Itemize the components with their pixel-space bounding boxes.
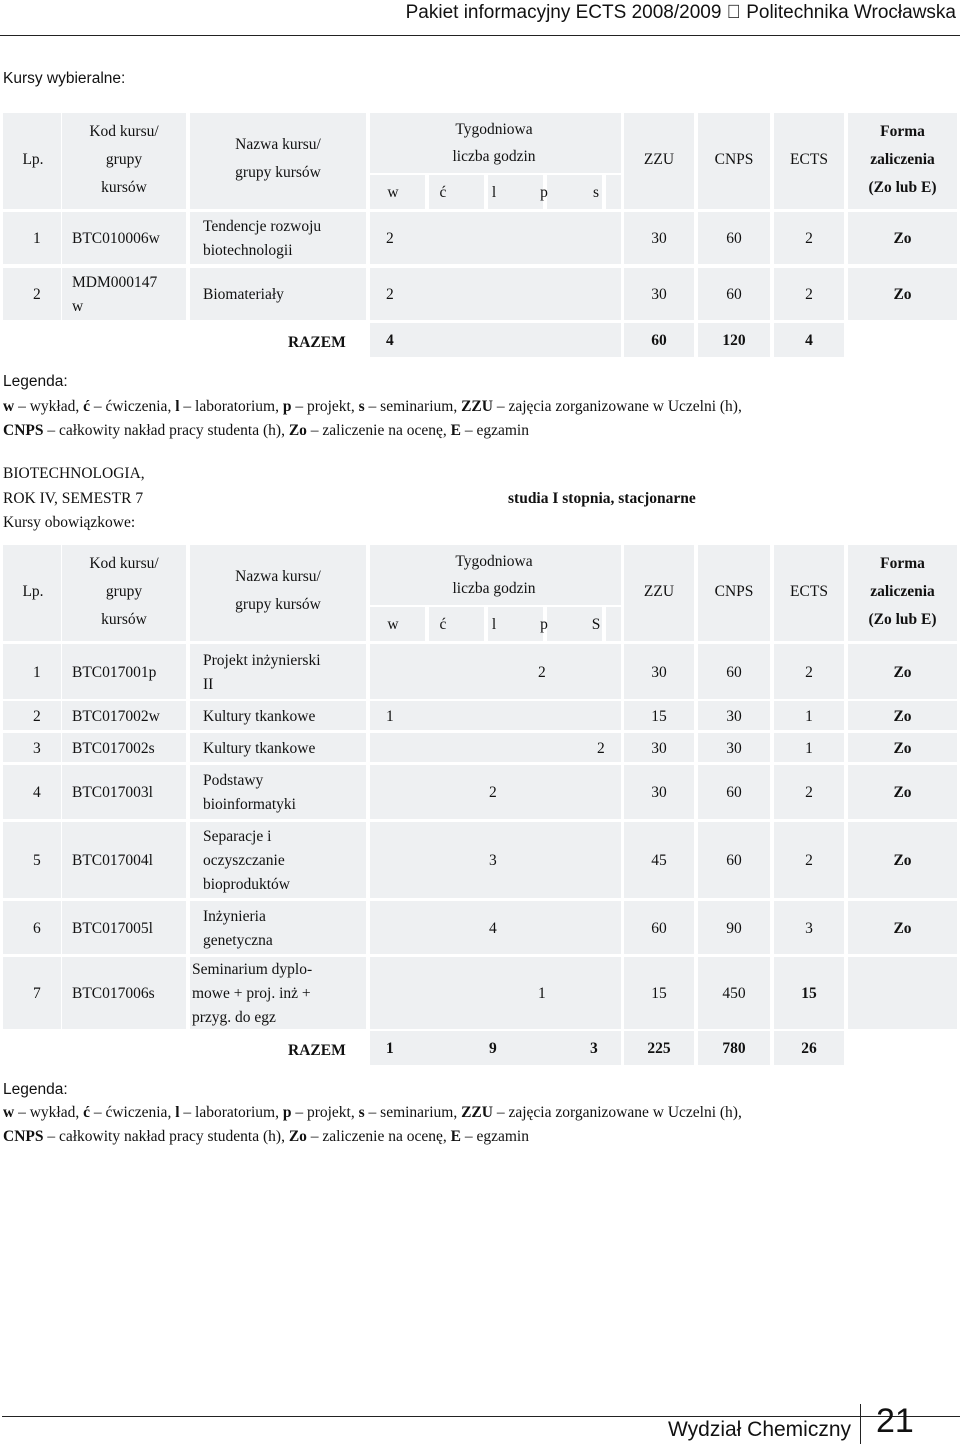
header-code: grupy (105, 151, 143, 168)
cell-hours (370, 957, 621, 1029)
total-cell-hours (370, 323, 621, 357)
row-name: Kultury tkankowe (203, 707, 316, 725)
header-code: kursów (101, 611, 147, 628)
legend-text: – seminarium, (364, 398, 462, 415)
total-label: RAZEM (288, 1042, 346, 1059)
row-code: MDM000147 (72, 274, 158, 291)
legend-key: l (175, 398, 180, 415)
header-hours-0: w (387, 184, 399, 201)
row-code: BTC017004l (72, 852, 153, 869)
row-form: Zo (893, 230, 912, 247)
row-hours-w: 2 (386, 230, 394, 247)
legend-text: – laboratorium, (179, 398, 283, 415)
legend-text: – egzamin (460, 422, 529, 439)
legend-key: ZZU (461, 398, 493, 415)
row-lp: 2 (33, 286, 41, 303)
row-hours-p: 1 (538, 985, 546, 1002)
total-cnps: 120 (722, 332, 746, 349)
header-name: Nazwa kursu/ (235, 136, 321, 153)
row-zzu: 30 (651, 663, 667, 681)
header-name: Nazwa kursu/ (235, 568, 321, 585)
legend-text: – całkowity nakład pracy studenta (h), (43, 1128, 289, 1145)
row-form: Zo (893, 739, 912, 757)
row-code: BTC017006s (72, 985, 155, 1002)
row-name: II (203, 675, 214, 693)
header-cell-hours-sub (606, 607, 621, 641)
row-name: bioinformatyki (203, 796, 296, 813)
header-code: Kod kursu/ (89, 123, 159, 140)
row-cnps: 60 (726, 784, 742, 801)
legend-key: ć (83, 398, 90, 415)
header-code: Kod kursu/ (89, 555, 159, 572)
header-name: grupy kursów (235, 596, 321, 613)
row-code: BTC017002w (72, 707, 160, 725)
header-weekly-hours: Tygodniowa (455, 121, 533, 138)
total-l: 9 (489, 1040, 497, 1057)
page-header-title: Pakiet informacyjny ECTS 2008/2009 Politechnika Wrocławska (425, 2, 956, 23)
header-hours-4: S (591, 616, 601, 633)
header-code: grupy (105, 583, 143, 600)
row-ects: 2 (805, 852, 813, 869)
header-cnps: CNPS (714, 151, 754, 168)
row-ects: 1 (805, 739, 813, 757)
header-hours-2: l (491, 616, 497, 633)
legend-key: s (358, 398, 365, 415)
legend-key: CNPS (3, 1128, 44, 1145)
legend-key: ć (83, 1104, 90, 1121)
row-name: Seminarium dyplo- (192, 961, 313, 978)
row-name: Projekt inżynierski (203, 651, 321, 669)
row-cnps: 30 (726, 739, 742, 757)
header-form: zaliczenia (870, 583, 935, 600)
row-zzu: 45 (651, 852, 667, 869)
row-name: mowe + proj. inż + (192, 985, 311, 1002)
header-hours-2: l (491, 184, 497, 201)
header-name: grupy kursów (235, 164, 321, 181)
row-zzu: 30 (651, 286, 667, 303)
row-cnps: 60 (726, 230, 742, 247)
row-cnps: 90 (726, 919, 742, 937)
row-hours-l: 4 (489, 919, 497, 937)
row-lp: 5 (33, 852, 41, 869)
row-name: genetyczna (203, 931, 273, 949)
row-hours-l: 3 (489, 852, 497, 869)
row-lp: 3 (33, 739, 41, 757)
header-form: Forma (880, 123, 925, 140)
total-w: 1 (386, 1040, 394, 1057)
row-form: Zo (893, 707, 912, 725)
legend-key: p (282, 1104, 292, 1121)
row-name: Inżynieria (203, 907, 266, 925)
row-code: BTC010006w (72, 230, 160, 247)
total-w: 4 (386, 332, 394, 349)
section-title-elective: Kursy wybieralne: (3, 70, 126, 87)
legend-key: l (175, 1104, 180, 1121)
row-name: oczyszczanie (203, 852, 285, 869)
total-zzu: 225 (647, 1040, 671, 1057)
cell-lp (3, 901, 61, 954)
row-ects: 3 (805, 919, 813, 937)
total-cnps: 780 (722, 1040, 746, 1057)
row-form: Zo (893, 784, 912, 801)
row-name: przyg. do egz (192, 1009, 276, 1026)
row-zzu: 30 (651, 230, 667, 247)
row-lp: 4 (33, 784, 41, 801)
legend-text: – seminarium, (364, 1104, 462, 1121)
cell-form (848, 957, 957, 1029)
row-name: Separacje i (203, 828, 272, 845)
section-title-mandatory: Kursy obowiązkowe: (3, 514, 136, 531)
row-ects: 2 (805, 230, 813, 247)
legend-text: – zajęcia zorganizowane w Uczelni (h), (492, 1104, 742, 1121)
header-zzu: ZZU (643, 583, 675, 600)
footer-divider (2, 1416, 960, 1417)
row-name: biotechnologii (203, 242, 293, 259)
row-zzu: 30 (651, 784, 667, 801)
cell-hours (370, 701, 621, 730)
header-hours-3: p (540, 616, 548, 633)
legend-line-1 (3, 1104, 742, 1122)
legend-key: w (3, 1104, 15, 1121)
legend-text: – projekt, (291, 1104, 359, 1121)
header-weekly-hours: liczba godzin (452, 580, 536, 597)
header-cell-hours-sub (606, 175, 621, 209)
row-code: BTC017001p (72, 663, 157, 681)
row-name: Kultury tkankowe (203, 739, 316, 757)
row-cnps: 60 (726, 286, 742, 303)
legend-text: – egzamin (460, 1128, 529, 1145)
row-hours-l: 2 (489, 784, 497, 801)
row-name: Podstawy (203, 772, 264, 789)
header-cell-hours-sub (429, 175, 484, 209)
legend-key: Zo (288, 1128, 307, 1145)
legend-line-2 (3, 422, 529, 440)
program-name: BIOTECHNOLOGIA, (3, 465, 145, 482)
cell-lp (3, 268, 61, 320)
footer-faculty: Wydział Chemiczny (668, 1418, 852, 1441)
cell-hours (370, 733, 621, 762)
header-divider (0, 35, 960, 36)
cell-lp (3, 701, 61, 730)
header-hours-3: p (540, 184, 548, 201)
legend-text: – wykład, (14, 398, 84, 415)
row-ects: 1 (805, 707, 813, 725)
legend-key: E (450, 422, 461, 439)
legend-key: ZZU (461, 1104, 493, 1121)
header-zzu: ZZU (643, 151, 675, 168)
row-ects: 2 (805, 784, 813, 801)
cell-lp (3, 644, 61, 699)
legend-title: Legenda: (3, 373, 68, 390)
row-code: BTC017003l (72, 784, 153, 801)
header-code: kursów (101, 179, 147, 196)
legend-key: Zo (288, 422, 307, 439)
row-name: Tendencje rozwoju (203, 218, 322, 235)
row-name: bioproduktów (203, 876, 290, 893)
row-form: Zo (893, 919, 912, 937)
legend-text: – całkowity nakład pracy studenta (h), (43, 422, 289, 439)
row-lp: 1 (33, 663, 41, 681)
row-lp: 6 (33, 919, 41, 937)
legend-text: – projekt, (291, 398, 359, 415)
cell-lp (3, 765, 61, 819)
row-form: Zo (893, 852, 912, 869)
legend-text: – ćwiczenia, (89, 398, 176, 415)
header-cell-hours-sub (488, 175, 543, 209)
row-hours-w: 1 (386, 707, 394, 725)
row-zzu: 15 (651, 707, 667, 725)
row-cnps: 60 (726, 663, 742, 681)
legend-key: w (3, 398, 15, 415)
row-cnps: 450 (722, 985, 746, 1002)
row-code: w (72, 298, 84, 315)
header-weekly-hours: Tygodniowa (455, 553, 533, 570)
cell-hours (370, 268, 621, 320)
row-lp: 2 (33, 707, 41, 725)
header-hours-4: s (592, 184, 600, 201)
legend-text: – zajęcia zorganizowane w Uczelni (h), (492, 398, 742, 415)
legend-text: – ćwiczenia, (89, 1104, 176, 1121)
row-ects: 2 (805, 286, 813, 303)
row-form: Zo (893, 663, 912, 681)
header-form: Forma (880, 555, 925, 572)
header-hours-1: ć (439, 616, 447, 633)
row-ects: 2 (805, 663, 813, 681)
footer-separator (860, 1404, 861, 1444)
row-lp: 7 (33, 985, 41, 1002)
header-ects: ECTS (790, 583, 828, 600)
header-weekly-hours: liczba godzin (452, 148, 536, 165)
row-hours-w: 2 (386, 286, 394, 303)
total-ects: 26 (801, 1040, 817, 1057)
header-cell-hours-sub (429, 607, 484, 641)
study-type: studia I stopnia, stacjonarne (508, 490, 696, 507)
legend-text: – zaliczenie na ocenę, (306, 422, 451, 439)
total-zzu: 60 (651, 332, 667, 349)
page-number: 21 (876, 1402, 914, 1440)
legend-key: p (282, 398, 292, 415)
row-cnps: 60 (726, 852, 742, 869)
legend-text: – zaliczenie na ocenę, (306, 1128, 451, 1145)
cell-lp (3, 822, 61, 898)
row-hours-s: 2 (597, 739, 605, 757)
row-zzu: 15 (651, 985, 667, 1002)
header-form: (Zo lub E) (868, 179, 937, 196)
total-p: 3 (590, 1040, 598, 1057)
legend-key: E (450, 1128, 461, 1145)
header-cnps: CNPS (714, 583, 754, 600)
legend-key: CNPS (3, 422, 44, 439)
row-zzu: 30 (651, 739, 667, 757)
cell-hours (370, 212, 621, 264)
legend-key: s (358, 1104, 365, 1121)
row-hours-p: 2 (538, 663, 546, 681)
row-form: Zo (893, 286, 912, 303)
header-cell-hours-sub (488, 607, 543, 641)
header-form: zaliczenia (870, 151, 935, 168)
row-lp: 1 (33, 230, 41, 247)
cell-lp (3, 212, 61, 264)
legend-text: – wykład, (14, 1104, 84, 1121)
total-label: RAZEM (288, 334, 346, 351)
row-zzu: 60 (651, 919, 667, 937)
total-ects: 4 (805, 332, 813, 349)
header-ects: ECTS (790, 151, 828, 168)
row-cnps: 30 (726, 707, 742, 725)
row-code: BTC017002s (72, 739, 155, 757)
row-code: BTC017005l (72, 919, 153, 937)
header-hours-1: ć (439, 184, 447, 201)
program-year-semester: ROK IV, SEMESTR 7 (3, 490, 144, 507)
legend-line-2 (3, 1128, 529, 1146)
legend-line-1 (3, 398, 742, 416)
header-hours-0: w (387, 616, 399, 633)
legend-title: Legenda: (3, 1081, 68, 1098)
row-ects: 15 (801, 985, 817, 1002)
header-lp: Lp. (22, 151, 44, 168)
row-name: Biomateriały (203, 286, 284, 303)
cell-hours (370, 644, 621, 699)
cell-lp (3, 733, 61, 762)
header-form: (Zo lub E) (868, 611, 937, 628)
legend-text: – laboratorium, (179, 1104, 283, 1121)
cell-lp (3, 957, 61, 1029)
header-lp: Lp. (22, 583, 44, 600)
